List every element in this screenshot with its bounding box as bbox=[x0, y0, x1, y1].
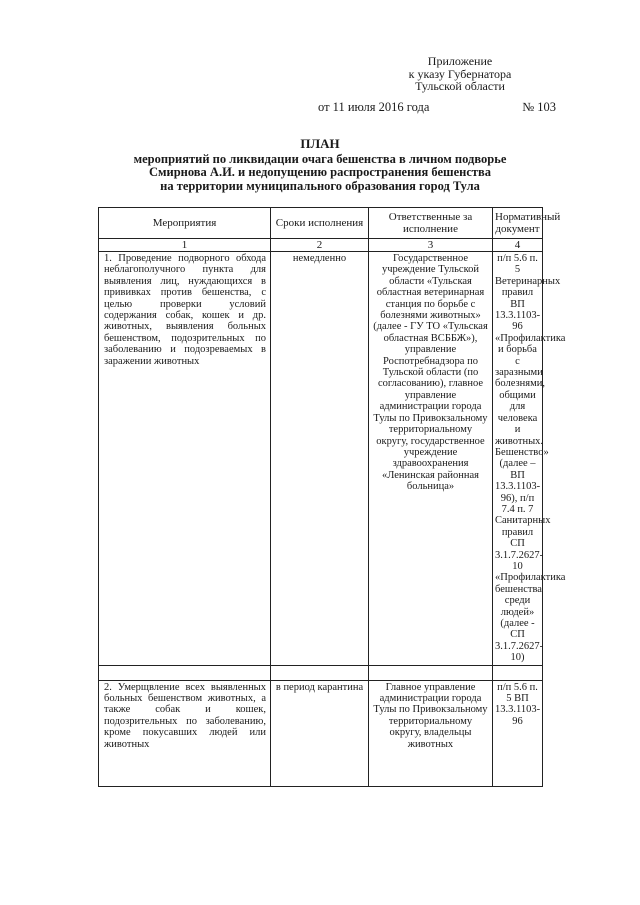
appendix-header bbox=[380, 55, 540, 93]
header-responsible: Ответственные за исполнение bbox=[369, 208, 493, 239]
measure-cell: 1. Проведение подворного обхода неблагополучного пункта для выявления лиц, нуждающихся в прививках против бешенства, с целью проверки условий содержания собак, кошек и др. животных, выявления больных бешенством, подозрительных по заболеванию и подозреваемых в заражении животных bbox=[99, 252, 271, 666]
deadline-cell: в период карантина bbox=[271, 680, 369, 786]
measure-cell: 2. Умерщвление всех выявленных больных бешенством животных, а также собак и кошек, подозрительных по заболеванию, кроме покусавших людей или животных bbox=[99, 680, 271, 786]
table-header-row bbox=[99, 208, 543, 239]
table-spacer-row bbox=[99, 665, 543, 680]
column-number: 2 bbox=[271, 239, 369, 252]
title-line-1: мероприятий по ликвидации очага бешенства в личном подворье bbox=[133, 151, 507, 166]
decree-number: № 103 bbox=[522, 100, 556, 114]
header-document: Нормативный документ bbox=[493, 208, 543, 239]
plan-table bbox=[98, 207, 566, 787]
title-heading: ПЛАН bbox=[300, 136, 340, 151]
header-measures: Мероприятия bbox=[99, 208, 271, 239]
column-number: 3 bbox=[369, 239, 493, 252]
column-number: 1 bbox=[99, 239, 271, 252]
appendix-line-3: Тульской области bbox=[415, 79, 505, 93]
responsible-cell: Главное управление администрации города Тулы по Привокзальному территориальному округу, владельцы животных bbox=[369, 680, 493, 786]
column-number-row bbox=[99, 239, 543, 252]
document-cell: п/п 5.6 п. 5 ВП 13.3.1103-96 bbox=[493, 680, 543, 786]
document-cell: п/п 5.6 п. 5 Ветеринарных правил ВП 13.3.1103-96 «Профилактика и борьба с заразными болезнями, общими для человека и животных. Бешенство» (далее – ВП 13.3.1103-96), п/п 7.4 п. 7 Санитарных правил СП 3.1.7.2627-10 «Профилактика бешенства среди людей» (далее - СП 3.1.7.2627-10) bbox=[493, 252, 543, 666]
decree-date: от 11 июля 2016 года bbox=[318, 100, 430, 114]
appendix-line-2: к указу Губернатора bbox=[408, 66, 512, 81]
title-line-3: на территории муниципального образования город Тула bbox=[160, 178, 480, 193]
deadline-cell: немедленно bbox=[271, 252, 369, 666]
column-number: 4 bbox=[493, 239, 543, 252]
title-line-2: Смирнова А.И. и недопущению распространения бешенства bbox=[148, 165, 492, 179]
header-deadline: Сроки исполнения bbox=[271, 208, 369, 239]
responsible-cell: Государственное учреждение Тульской области «Тульская областная ветеринарная станция по борьбе с болезнями животных» (далее - ГУ ТО «Тульская областная ВСББЖ»), управление Роспотребнадзора по Тульской области (по согласованию), главное управление администрации города Тулы по Привокзальному территориальному округу, государственное учреждение здравоохранения «Ленинская районная больница» bbox=[369, 252, 493, 666]
appendix-line-1: Приложение bbox=[427, 54, 493, 68]
document-title bbox=[90, 137, 550, 193]
table-row bbox=[99, 680, 543, 786]
table-row bbox=[99, 252, 543, 666]
